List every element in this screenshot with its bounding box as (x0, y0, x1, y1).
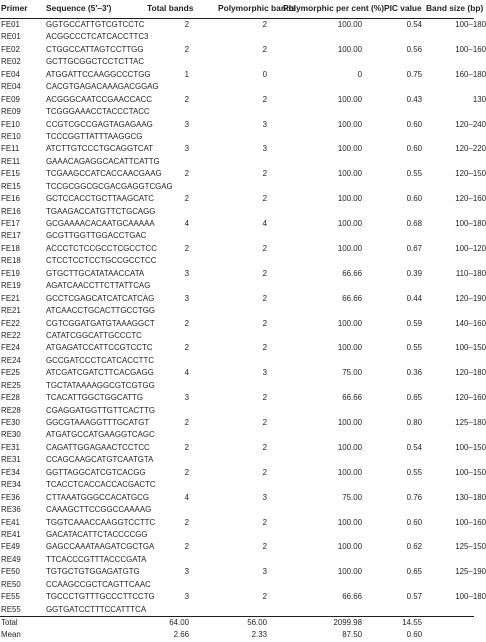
cell-pic-value: 0.68 (406, 219, 422, 228)
cell-band-size: 130 (472, 94, 486, 104)
cell-total-bands: 2 (184, 467, 189, 477)
cell-band-size: 100–150 (455, 343, 486, 353)
table-row (0, 19, 486, 31)
cell-sequence: GAAACAGAGGCACATTCATTG (46, 156, 160, 166)
cell-sequence: CAAAGCTTCCGGCCAAAAG (46, 505, 152, 515)
cell-band-size: 100–180 (455, 20, 486, 29)
cell-pic-value: 0.43 (406, 94, 422, 104)
cell-pic-value: 0.65 (406, 393, 422, 403)
cell-sequence: TGAAGACCATGTTCTGCAGG (46, 206, 156, 216)
cell-polymorphic-bands: 4 (262, 219, 267, 228)
table-row (0, 81, 474, 93)
table-row (0, 243, 486, 255)
cell-sequence: GCTTGCGGCTCCTCTTAC (46, 57, 145, 67)
cell-total-bands: 4 (184, 368, 189, 378)
table-row (0, 44, 486, 56)
cell-sequence: TCGGGAAACCTACCCTACC (46, 107, 150, 117)
cell-total-bands: 1 (184, 69, 189, 79)
cell-pic-value: 0.60 (406, 144, 422, 154)
cell-sequence: CGAGGATGGTTGTTCACTTG (46, 405, 156, 415)
cell-pic-value: 0.39 (406, 268, 422, 278)
cell-sequence: CCAAGCCGCTCAGTTCAAC (46, 579, 151, 589)
cell-sequence: GAGCCAAATAAGATCGCTGA (46, 542, 155, 552)
cell-sequence: ATGAGATCCATTCCGTCCTC (46, 343, 153, 353)
cell-pic-value: 0.62 (406, 542, 422, 552)
cell-primer: RE25 (1, 380, 21, 390)
table-row (0, 218, 486, 230)
cell-band-size: 120–190 (455, 293, 486, 303)
cell-polymorphic-bands: 2 (262, 418, 267, 427)
cell-band-size: 100–150 (455, 442, 486, 452)
cell-polymorphic-percent: 100.00 (337, 467, 362, 477)
cell-pic-value: 0.36 (406, 368, 422, 378)
summary-row (0, 629, 474, 641)
cell-primer: RE10 (1, 131, 21, 141)
cell-polymorphic-percent: 66.66 (342, 293, 362, 303)
cell-sequence: ACCCTCTCCGCCTCGCCTCC (46, 243, 157, 253)
cell-primer: RE30 (1, 430, 21, 440)
table-row (0, 318, 486, 330)
cell-polymorphic-percent: 100.00 (337, 567, 362, 577)
cell-primer: RE34 (1, 480, 21, 490)
cell-polymorphic-bands: 3 (262, 119, 267, 129)
table-body (0, 19, 486, 642)
table-row (0, 69, 486, 81)
table-row (0, 280, 474, 292)
cell-primer: RE50 (1, 579, 21, 589)
cell-total-bands: 2 (184, 418, 189, 427)
cell-band-size: 120–220 (455, 144, 486, 154)
cell-polymorphic-percent: 100.00 (337, 542, 362, 552)
table-row (0, 305, 474, 317)
cell-pic-value: 0.56 (406, 44, 422, 54)
cell-total-bands: 2 (184, 517, 189, 527)
cell-primer: RE09 (1, 107, 21, 117)
header-total-bands: Total bands (147, 3, 194, 13)
cell-band-size: 140–160 (455, 318, 486, 328)
cell-sequence: GCGAAAACACAATGCAAAAA (46, 219, 155, 228)
table-row (0, 517, 486, 529)
table-row (0, 193, 486, 205)
cell-total-bands: 3 (184, 144, 189, 154)
cell-primer: FE34 (1, 467, 20, 477)
table-row (0, 293, 486, 305)
cell-polymorphic-bands: 2 (262, 194, 267, 204)
table-row (0, 206, 474, 218)
header-primer: Primer (1, 3, 28, 13)
cell-pic-value: 14.55 (402, 618, 422, 627)
cell-total-bands: 2 (184, 442, 189, 452)
table-row (0, 442, 486, 454)
table-row (0, 181, 474, 193)
cell-primer: FE25 (1, 368, 20, 378)
cell-pic-value: 0.55 (406, 169, 422, 179)
cell-primer: RE18 (1, 256, 21, 266)
cell-primer: FE09 (1, 94, 20, 104)
cell-pic-value: 0.60 (406, 194, 422, 204)
cell-primer: RE36 (1, 505, 21, 515)
cell-sequence: GGTGATCCTTTCCATTTCA (46, 604, 147, 614)
table-row (0, 255, 474, 267)
cell-band-size: 120–240 (455, 119, 486, 129)
cell-polymorphic-bands: 0 (262, 69, 267, 79)
cell-primer: FE49 (1, 542, 20, 552)
cell-primer: FE30 (1, 418, 20, 427)
cell-primer: RE41 (1, 529, 21, 539)
cell-polymorphic-bands: 3 (262, 144, 267, 154)
cell-polymorphic-percent: 100.00 (337, 44, 362, 54)
cell-polymorphic-bands: 2.33 (251, 630, 267, 640)
table-row (0, 131, 474, 143)
cell-band-size: 100–180 (455, 592, 486, 602)
cell-polymorphic-percent: 66.66 (342, 393, 362, 403)
table-row (0, 479, 474, 491)
cell-polymorphic-percent: 75.00 (342, 492, 362, 502)
cell-polymorphic-bands: 2 (262, 20, 267, 29)
cell-total-bands: 2 (184, 44, 189, 54)
cell-pic-value: 0.54 (406, 20, 422, 29)
cell-primer: RE24 (1, 355, 21, 365)
cell-primer: RE11 (1, 156, 21, 166)
cell-sequence: ATGATGCCATGAAGGTCAGC (46, 430, 155, 440)
cell-polymorphic-percent: 100.00 (337, 119, 362, 129)
cell-primer: RE16 (1, 206, 21, 216)
cell-band-size: 100–160 (455, 44, 486, 54)
cell-primer: RE28 (1, 405, 21, 415)
cell-total-bands: 2 (184, 243, 189, 253)
cell-band-size: 100–150 (455, 467, 486, 477)
cell-primer: RE31 (1, 455, 21, 465)
cell-sequence: CATATCGGCATTGCCCTC (46, 330, 142, 340)
cell-total-bands: 2 (184, 542, 189, 552)
cell-primer: RE04 (1, 82, 21, 92)
cell-primer: FE17 (1, 219, 20, 228)
cell-primer: RE21 (1, 306, 21, 316)
table-row (0, 579, 474, 591)
cell-primer: FE10 (1, 119, 20, 129)
cell-polymorphic-percent: 100.00 (337, 169, 362, 179)
cell-total-bands: 2.66 (173, 630, 189, 640)
cell-primer: RE02 (1, 57, 21, 67)
cell-polymorphic-percent: 75.00 (342, 368, 362, 378)
cell-polymorphic-percent: 100.00 (337, 517, 362, 527)
cell-band-size: 160–180 (455, 69, 486, 79)
table-row (0, 467, 486, 479)
table-row (0, 156, 474, 168)
cell-primer: RE49 (1, 554, 21, 564)
cell-polymorphic-bands: 2 (262, 94, 267, 104)
cell-primer: FE31 (1, 442, 20, 452)
cell-total-bands: 3 (184, 567, 189, 577)
table-row (0, 106, 474, 118)
cell-sequence: TCCGCGGCGCGACGAGGTCGAG (46, 181, 173, 191)
cell-polymorphic-percent: 100.00 (337, 343, 362, 353)
cell-primer: FE55 (1, 592, 20, 602)
cell-sequence: CCAGCAAGCATGTCAATGTA (46, 455, 154, 465)
cell-polymorphic-bands: 3 (262, 368, 267, 378)
cell-primer: RE19 (1, 281, 21, 291)
cell-pic-value: 0.67 (406, 243, 422, 253)
cell-total-bands: 3 (184, 592, 189, 602)
cell-primer: RE22 (1, 330, 21, 340)
cell-pic-value: 0.75 (406, 69, 422, 79)
cell-pic-value: 0.76 (406, 492, 422, 502)
cell-sequence: ATGGATTCCAAGGCCCTGG (46, 69, 151, 79)
cell-primer: FE01 (1, 20, 20, 29)
table-row (0, 31, 474, 43)
cell-total-bands: 4 (184, 219, 189, 228)
table-row (0, 268, 486, 280)
cell-polymorphic-bands: 3 (262, 567, 267, 577)
cell-total-bands: 3 (184, 119, 189, 129)
cell-primer: RE17 (1, 231, 21, 241)
table-row (0, 417, 486, 429)
cell-total-bands: 2 (184, 194, 189, 204)
cell-polymorphic-percent: 2099.98 (333, 618, 362, 627)
cell-polymorphic-bands: 2 (262, 442, 267, 452)
cell-pic-value: 0.60 (406, 630, 422, 640)
cell-sequence: TGCTATAAAAGGCGTCGTGG (46, 380, 155, 390)
cell-sequence: TCGAAGCCATCACCAACGAAG (46, 169, 162, 179)
table-row (0, 230, 474, 242)
cell-primer: FE18 (1, 243, 20, 253)
cell-sequence: CTCCTCCTCCTGCCGCCTCC (46, 256, 157, 266)
cell-polymorphic-percent: 100.00 (337, 318, 362, 328)
cell-sequence: GCCGATCCCTCATCACCTTC (46, 355, 154, 365)
cell-sequence: TCCCGGTTATTTAAGGCG (46, 131, 143, 141)
table-row (0, 367, 486, 379)
cell-primer: FE36 (1, 492, 20, 502)
cell-polymorphic-percent: 100.00 (337, 219, 362, 228)
cell-primer: FE21 (1, 293, 20, 303)
cell-polymorphic-bands: 2 (262, 268, 267, 278)
cell-sequence: ATCGATCGATCTTCACGAGG (46, 368, 154, 378)
cell-sequence: GCGTTGGTTGGACCTGAC (46, 231, 147, 241)
cell-primer: FE19 (1, 268, 20, 278)
table-row (0, 342, 486, 354)
cell-sequence: GTGCTTGCATATAACCATA (46, 268, 145, 278)
cell-polymorphic-percent: 100.00 (337, 418, 362, 427)
table-row (0, 492, 486, 504)
cell-primer: FE15 (1, 169, 20, 179)
cell-pic-value: 0.65 (406, 567, 422, 577)
cell-sequence: GGTTAGGCATCGTCACGG (46, 467, 146, 477)
table-row (0, 94, 486, 106)
cell-polymorphic-percent: 100.00 (337, 20, 362, 29)
cell-sequence: CACGTGAGACAAAGACGGAG (46, 82, 159, 92)
header-band-size: Band size (bp) (426, 3, 484, 13)
cell-polymorphic-percent: 100.00 (337, 243, 362, 253)
cell-pic-value: 0.60 (406, 517, 422, 527)
cell-band-size: 125–150 (455, 542, 486, 552)
cell-primer: Mean (1, 630, 21, 640)
table-row (0, 119, 486, 131)
cell-polymorphic-bands: 56.00 (247, 618, 267, 627)
cell-total-bands: 4 (184, 492, 189, 502)
cell-polymorphic-bands: 2 (262, 293, 267, 303)
cell-primer: FE04 (1, 69, 20, 79)
table-row (0, 604, 474, 616)
cell-sequence: GCTCCACCTGCTTAAGCATC (46, 194, 154, 204)
cell-polymorphic-percent: 66.66 (342, 592, 362, 602)
cell-sequence: GACATACATTCTACCCCGG (46, 529, 148, 539)
table-row (0, 143, 486, 155)
cell-polymorphic-bands: 2 (262, 243, 267, 253)
table-row (0, 529, 474, 541)
cell-polymorphic-bands: 2 (262, 592, 267, 602)
cell-primer: Total (1, 618, 18, 627)
cell-sequence: TGCCCTGTTTGCCCTTCCTG (46, 592, 155, 602)
cell-total-bands: 2 (184, 20, 189, 29)
cell-pic-value: 0.54 (406, 442, 422, 452)
cell-band-size: 120–180 (455, 368, 486, 378)
table-row (0, 504, 474, 516)
header-pic-value: PIC value (384, 3, 422, 13)
cell-total-bands: 3 (184, 393, 189, 403)
cell-band-size: 120–150 (455, 169, 486, 179)
cell-band-size: 130–180 (455, 492, 486, 502)
header-sequence: Sequence (5′–3′) (46, 3, 112, 13)
table-row (0, 566, 486, 578)
cell-sequence: CGTCGGATGATGTAAAGGCT (46, 318, 155, 328)
cell-primer: FE02 (1, 44, 20, 54)
cell-band-size: 125–190 (455, 567, 486, 577)
cell-primer: FE16 (1, 194, 20, 204)
cell-sequence: ATCTTGTCCCTGCAGGTCAT (46, 144, 154, 154)
cell-band-size: 120–160 (455, 393, 486, 403)
cell-polymorphic-percent: 66.66 (342, 268, 362, 278)
cell-sequence: ACGGCCCTCATCACCTTC3 (46, 32, 149, 42)
table-row (0, 591, 486, 603)
cell-pic-value: 0.60 (406, 119, 422, 129)
cell-primer: FE22 (1, 318, 20, 328)
table-row (0, 541, 486, 553)
table-row (0, 56, 474, 68)
table-row (0, 168, 486, 180)
cell-band-size: 120–160 (455, 194, 486, 204)
cell-sequence: TGTGCTGTGGAGATGTG (46, 567, 140, 577)
cell-sequence: TCACCTCACCACCACGACTC (46, 480, 156, 490)
cell-polymorphic-percent: 100.00 (337, 194, 362, 204)
cell-sequence: GGTGCCATTGTCGTCCTC (46, 20, 145, 29)
table-row (0, 355, 474, 367)
cell-pic-value: 0.57 (406, 592, 422, 602)
cell-sequence: ACGGGCAATCCGAACCACC (46, 94, 152, 104)
cell-polymorphic-percent: 87.50 (342, 630, 362, 640)
cell-sequence: GGCGTAAAGGTTTGCATGT (46, 418, 150, 427)
cell-sequence: CCGTCGCCGAGTAGAGAAG (46, 119, 153, 129)
cell-sequence: TTCACCCGTTTACCCGATA (46, 554, 147, 564)
cell-primer: FE11 (1, 144, 20, 154)
cell-primer: RE55 (1, 604, 21, 614)
cell-total-bands: 64.00 (169, 618, 189, 627)
cell-primer: FE28 (1, 393, 20, 403)
cell-polymorphic-bands: 3 (262, 492, 267, 502)
cell-polymorphic-bands: 2 (262, 318, 267, 328)
cell-sequence: GCCTCGAGCATCATCATCAG (46, 293, 155, 303)
cell-primer: RE15 (1, 181, 21, 191)
cell-total-bands: 2 (184, 169, 189, 179)
cell-polymorphic-bands: 2 (262, 343, 267, 353)
cell-sequence: TGGTCAAACCAAGGTCCTTC (46, 517, 156, 527)
cell-band-size: 125–180 (455, 418, 486, 427)
cell-total-bands: 2 (184, 318, 189, 328)
cell-polymorphic-bands: 2 (262, 467, 267, 477)
table-row (0, 392, 486, 404)
table-row (0, 454, 474, 466)
table-header (0, 0, 484, 19)
cell-polymorphic-bands: 2 (262, 542, 267, 552)
cell-polymorphic-bands: 2 (262, 169, 267, 179)
cell-polymorphic-bands: 2 (262, 517, 267, 527)
cell-sequence: AGATCAACCTTCTTATTCAG (46, 281, 151, 291)
cell-pic-value: 0.55 (406, 467, 422, 477)
table-row (0, 380, 474, 392)
cell-total-bands: 2 (184, 94, 189, 104)
cell-total-bands: 2 (184, 343, 189, 353)
cell-pic-value: 0.44 (406, 293, 422, 303)
cell-sequence: TCACATTGGCTGGCATTG (46, 393, 144, 403)
cell-sequence: ATCAACCTGCACTTGCCTGG (46, 306, 156, 316)
cell-sequence: CTTAAATGGGCCACATGCG (46, 492, 150, 502)
table-row (0, 405, 474, 417)
table-row (0, 429, 474, 441)
cell-primer: RE01 (1, 32, 21, 42)
cell-polymorphic-bands: 2 (262, 44, 267, 54)
cell-primer: FE24 (1, 343, 20, 353)
table-row (0, 554, 474, 566)
cell-primer: FE50 (1, 567, 20, 577)
cell-band-size: 100–120 (455, 243, 486, 253)
table-row (0, 330, 474, 342)
cell-band-size: 110–180 (455, 268, 486, 278)
cell-sequence: CTGGCCATTAGTCCTTGG (46, 44, 144, 54)
cell-polymorphic-percent: 100.00 (337, 94, 362, 104)
cell-sequence: CAGATTGGAGAACTCCTCC (46, 442, 150, 452)
cell-pic-value: 0.59 (406, 318, 422, 328)
cell-total-bands: 3 (184, 268, 189, 278)
cell-band-size: 100–160 (455, 517, 486, 527)
cell-pic-value: 0.55 (406, 343, 422, 353)
header-polymorphic-bands: Polymorphic bands (218, 3, 296, 13)
cell-pic-value: 0.80 (406, 418, 422, 427)
cell-primer: FE41 (1, 517, 20, 527)
header-polymorphic-percent: Polymorphic per cent (%) (283, 3, 384, 13)
cell-polymorphic-bands: 2 (262, 393, 267, 403)
cell-polymorphic-percent: 100.00 (337, 442, 362, 452)
cell-band-size: 100–180 (455, 219, 486, 228)
cell-polymorphic-percent: 100.00 (337, 144, 362, 154)
cell-polymorphic-percent: 0 (357, 69, 362, 79)
summary-row (0, 617, 474, 629)
cell-total-bands: 3 (184, 293, 189, 303)
